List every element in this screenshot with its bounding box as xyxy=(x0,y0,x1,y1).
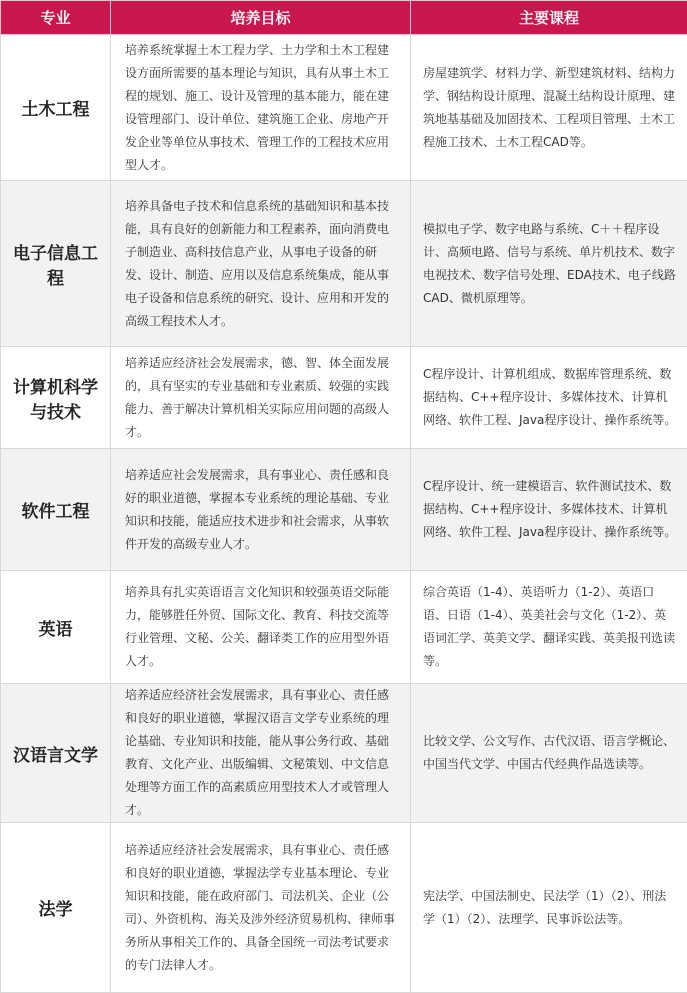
training-goal: 培养适应经济社会发展需求，具有事业心、责任感和良好的职业道德，掌握法学专业基本理论、专业知识和技能，能在政府部门、司法机关、企业（公司）、外资机构、海关及涉外经济贸易机构、律师事务所从事相关工作的、具备全国统一司法考试要求的专门法律人才。 xyxy=(111,823,411,993)
table-row xyxy=(1,181,687,347)
table-row xyxy=(1,823,687,993)
major-name: 计算机科学与技术 xyxy=(1,347,111,449)
training-goal: 培养适应经济社会发展需求，具有事业心、责任感和良好的职业道德，掌握汉语言文学专业系统的理论基础、专业知识和技能，能从事公务行政、基础教育、文化产业、出版编辑、文秘策划、中文信息处理等方面工作的高素质应用型技术人才或管理人才。 xyxy=(111,684,411,823)
major-name: 土木工程 xyxy=(1,35,111,181)
table-row xyxy=(1,347,687,449)
header-row xyxy=(1,1,687,35)
main-courses: 模拟电子学、数字电路与系统、C＋＋程序设计、高频电路、信号与系统、单片机技术、数字电视技术、数字信号处理、EDA技术、电子线路CAD、微机原理等。 xyxy=(411,181,687,347)
major-name: 法学 xyxy=(1,823,111,993)
training-goal: 培养适应社会发展需求，具有事业心、责任感和良好的职业道德，掌握本专业系统的理论基础、专业知识和技能，能适应技术进步和社会需求，从事软件开发的高级专业人才。 xyxy=(111,449,411,571)
main-courses: 比较文学、公文写作、古代汉语、语言学概论、中国当代文学、中国古代经典作品选读等。 xyxy=(411,684,687,823)
table-row xyxy=(1,449,687,571)
major-name: 英语 xyxy=(1,571,111,684)
main-courses: C程序设计、计算机组成、数据库管理系统、数据结构、C++程序设计、多媒体技术、计算机网络、软件工程、Java程序设计、操作系统等。 xyxy=(411,347,687,449)
table-row xyxy=(1,571,687,684)
table-row xyxy=(1,684,687,823)
training-goal: 培养具有扎实英语语言文化知识和较强英语交际能力，能够胜任外贸、国际文化、教育、科技交流等行业管理、文秘、公关、翻译类工作的应用型外语人才。 xyxy=(111,571,411,684)
major-name: 软件工程 xyxy=(1,449,111,571)
main-courses: 房屋建筑学、材料力学、新型建筑材料、结构力学、钢结构设计原理、混凝土结构设计原理、建筑地基基础及加固技术、工程项目管理、土木工程施工技术、土木工程CAD等。 xyxy=(411,35,687,181)
main-courses: C程序设计、统一建模语言、软件测试技术、数据结构、C++程序设计、多媒体技术、计算机网络、软件工程、Java程序设计、操作系统等。 xyxy=(411,449,687,571)
training-goal: 培养具备电子技术和信息系统的基础知识和基本技能，具有良好的创新能力和工程素养，面向消费电子制造业、高科技信息产业，从事电子设备的研发、设计、制造、应用以及信息系统集成，能从事电子设备和信息系统的研究、设计、应用和开发的高级工程技术人才。 xyxy=(111,181,411,347)
main-courses: 综合英语（1-4）、英语听力（1-2）、英语口语、日语（1-4）、英美社会与文化（1-2）、英语词汇学、英美文学、翻译实践、英美报刊选读等。 xyxy=(411,571,687,684)
main-courses: 宪法学、中国法制史、民法学（1）（2）、刑法学（1）（2）、法理学、民事诉讼法等。 xyxy=(411,823,687,993)
header-major: 专业 xyxy=(1,1,111,35)
header-courses: 主要课程 xyxy=(411,1,687,35)
training-goal: 培养适应经济社会发展需求，德、智、体全面发展的，具有坚实的专业基础和专业素质、较强的实践能力、善于解决计算机相关实际应用问题的高级人才。 xyxy=(111,347,411,449)
header-goal: 培养目标 xyxy=(111,1,411,35)
table-row xyxy=(1,35,687,181)
major-name: 电子信息工程 xyxy=(1,181,111,347)
major-name: 汉语言文学 xyxy=(1,684,111,823)
training-goal: 培养系统掌握土木工程力学、土力学和土木工程建设方面所需要的基本理论与知识，具有从事土木工程的规划、施工、设计及管理的基本能力，能在建设管理部门、设计单位、建筑施工企业、房地产开发企业等单位从事技术、管理工作的工程技术应用型人才。 xyxy=(111,35,411,181)
